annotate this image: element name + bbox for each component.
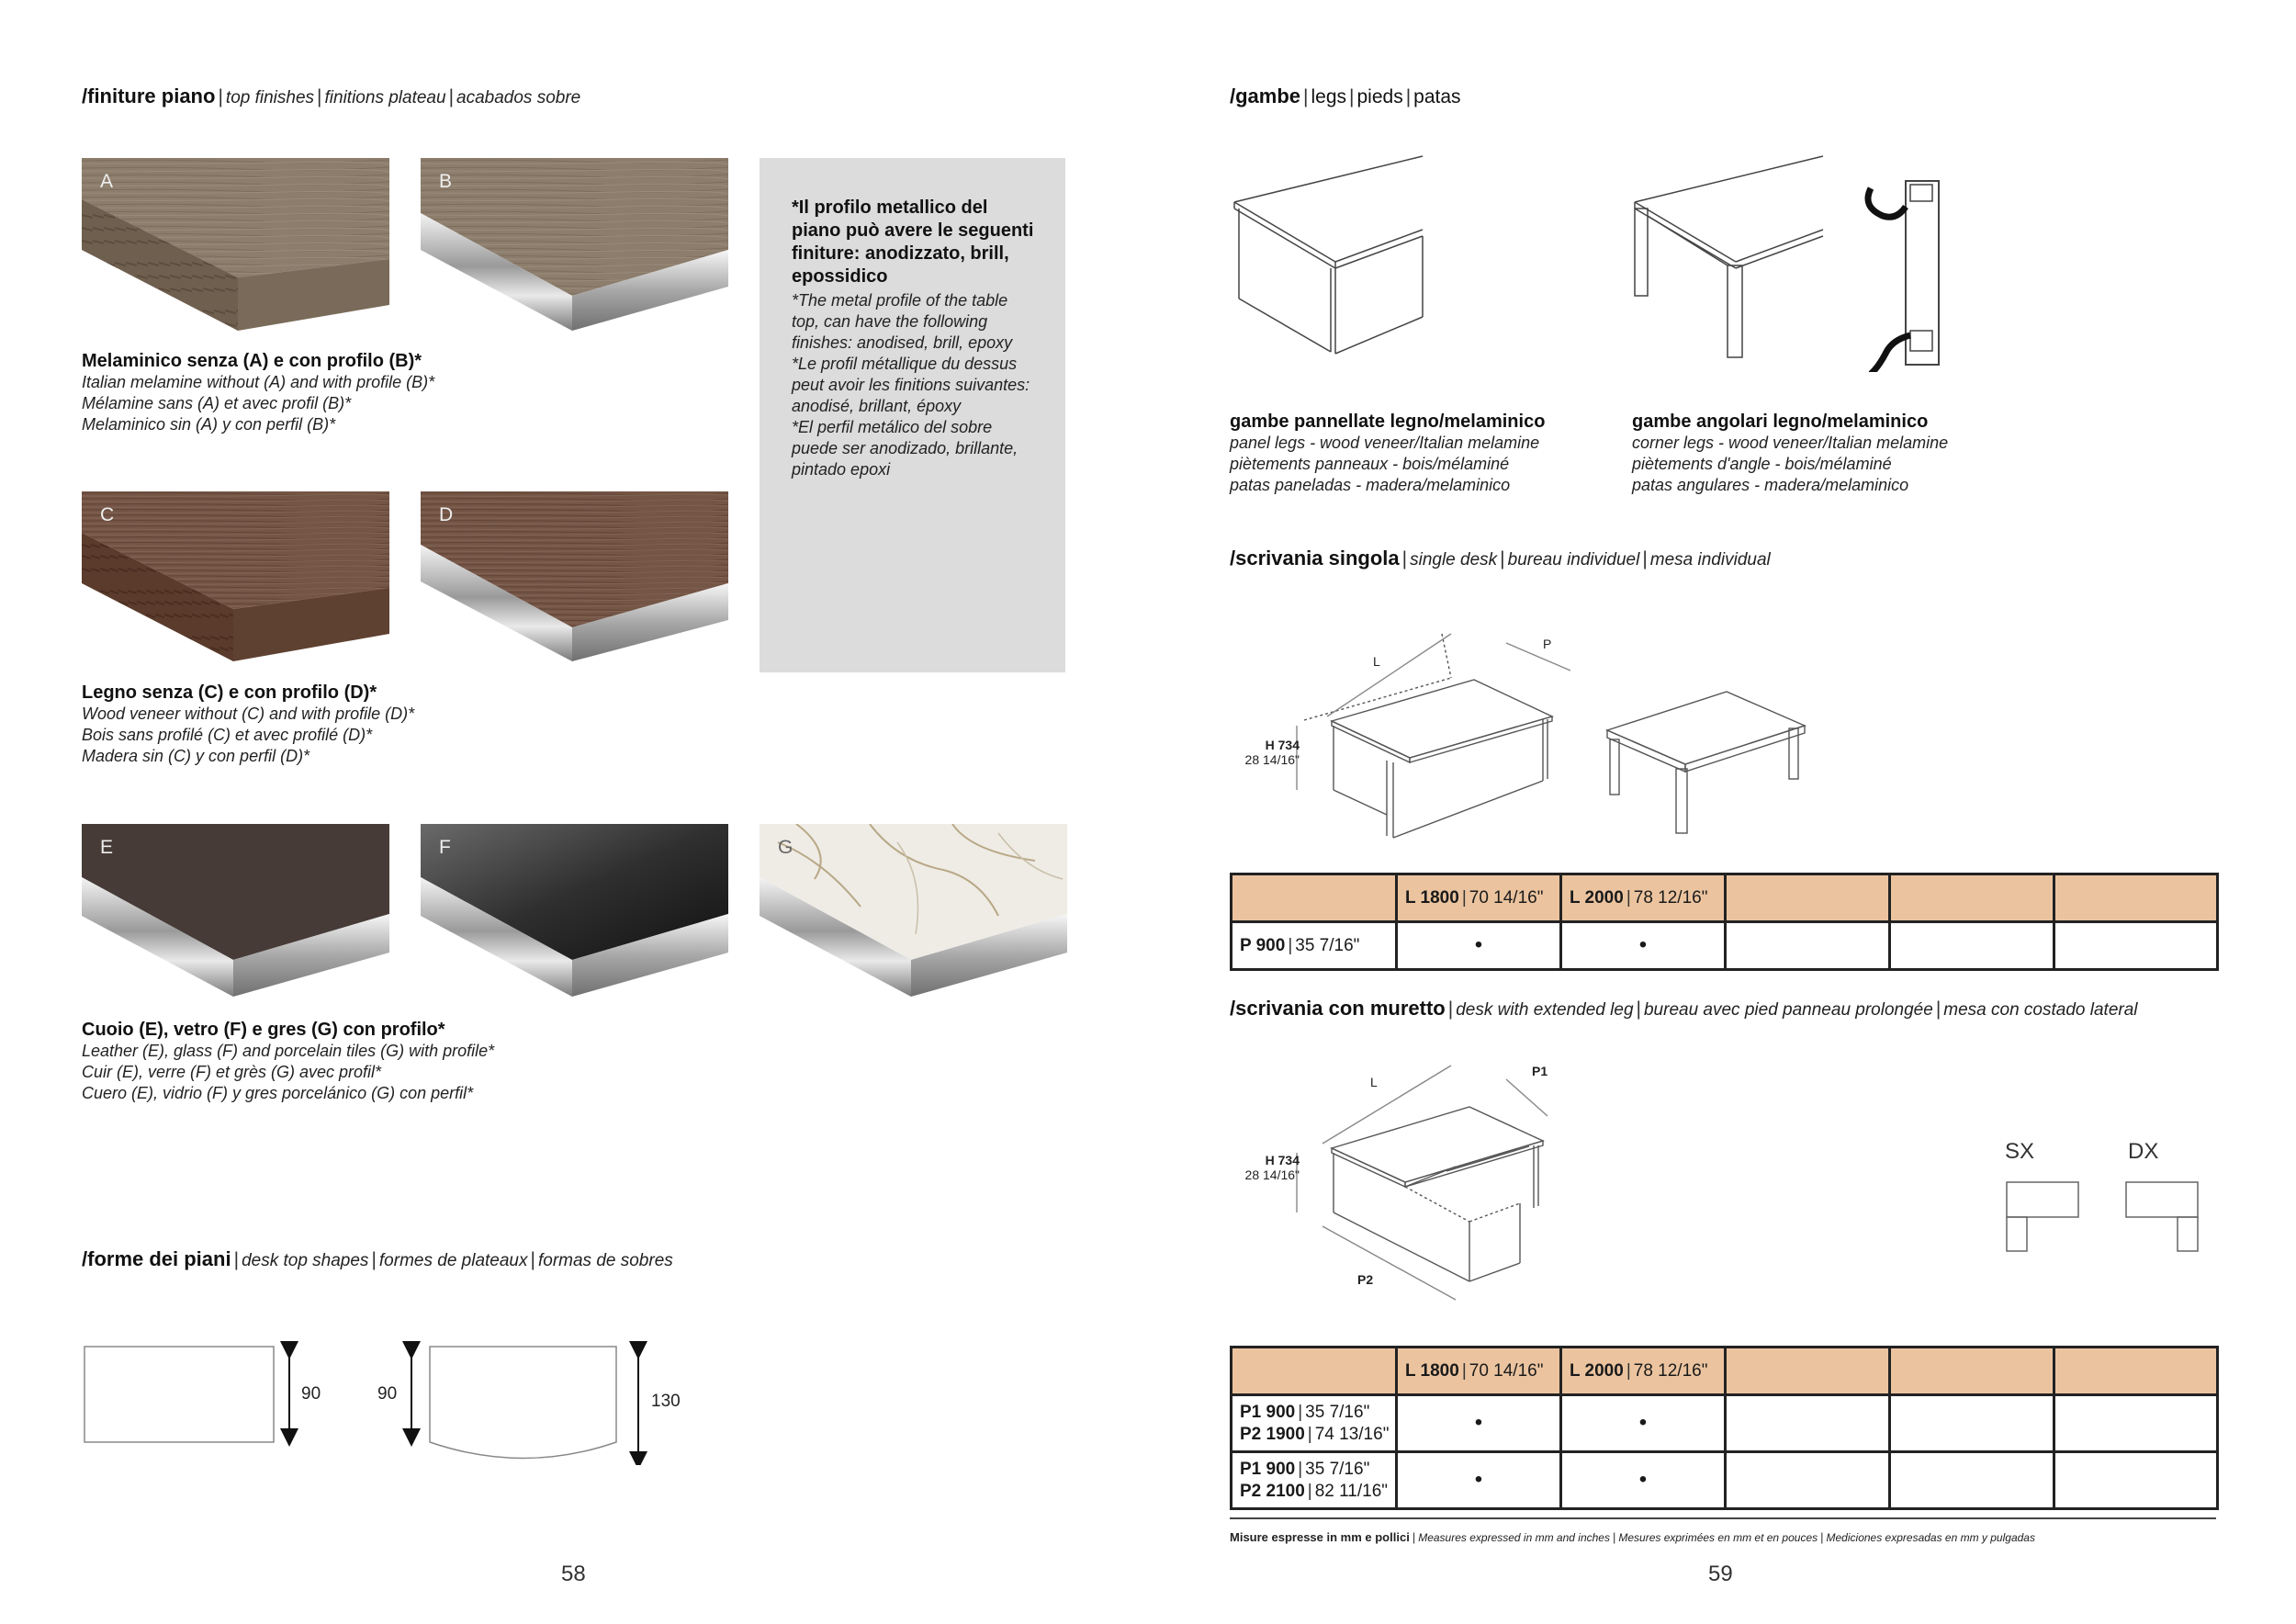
table-cell bbox=[1726, 1395, 1890, 1452]
dx-desk-shape bbox=[2126, 1182, 2198, 1217]
header-empty bbox=[1890, 874, 2054, 922]
row-label-p900: P 900 | 35 7/16" bbox=[1232, 922, 1397, 970]
finishes-fr: finitions plateau bbox=[324, 88, 446, 107]
caption-cd bbox=[82, 682, 670, 767]
caption-cd-es: Madera sin (C) y con perfil (D)* bbox=[82, 747, 310, 765]
availability-dot: • bbox=[1397, 922, 1561, 970]
page-number-right: 59 bbox=[1708, 1562, 1733, 1586]
table-cell bbox=[1890, 1395, 2054, 1452]
row-label: P1 900 | 35 7/16" P2 1900 | 74 13/16" bbox=[1232, 1395, 1397, 1452]
single-table-header bbox=[1232, 874, 2218, 922]
swatch-c bbox=[82, 491, 389, 661]
swatch-a bbox=[82, 158, 389, 331]
single-dim-l: L bbox=[1373, 654, 1380, 669]
availability-dot: • bbox=[1561, 922, 1726, 970]
swatch-letter-b: B bbox=[439, 171, 453, 192]
header-empty bbox=[2054, 1348, 2218, 1395]
caption-cd-title: Legno senza (C) e con profilo (D)* bbox=[82, 682, 377, 703]
single-desk-table bbox=[1230, 873, 2219, 971]
single-desk-heading: /scrivania singola | single desk | bureau individuel | mesa individual bbox=[1230, 547, 1771, 570]
desk-shapes-drawing bbox=[73, 1336, 735, 1465]
panel-legs-en: panel legs - wood veneer/Italian melamine bbox=[1230, 434, 1540, 452]
table-row bbox=[1232, 1395, 2218, 1452]
muretto-dim-l: L bbox=[1370, 1075, 1378, 1089]
caption-corner-legs bbox=[1632, 412, 2018, 496]
header-blank bbox=[1232, 1348, 1397, 1395]
row-label: P1 900 | 35 7/16" P2 2100 | 82 11/16" bbox=[1232, 1452, 1397, 1509]
legs-heading: /gambe | legs | pieds | patas bbox=[1230, 85, 1461, 107]
header-l2000: L 2000 | 78 12/16" bbox=[1561, 1348, 1726, 1395]
availability-dot: • bbox=[1397, 1452, 1561, 1509]
legs-fr: pieds bbox=[1356, 86, 1403, 107]
swatch-letter-c: C bbox=[100, 504, 115, 525]
footnote-divider bbox=[1230, 1517, 2216, 1519]
single-desk-fr: bureau individuel bbox=[1507, 550, 1640, 570]
muretto-desk-table bbox=[1230, 1346, 2219, 1510]
corner-legs-title: gambe angolari legno/melaminico bbox=[1632, 412, 1929, 432]
single-desk-es: mesa individual bbox=[1649, 550, 1771, 570]
swatch-letter-g: G bbox=[778, 837, 793, 858]
table-cell bbox=[1726, 1452, 1890, 1509]
muretto-dim-height bbox=[1240, 1153, 1300, 1182]
caption-panel-legs bbox=[1230, 412, 1615, 496]
swatch-d bbox=[421, 491, 728, 661]
shape-rect-depth: 90 bbox=[301, 1384, 321, 1404]
sx-desk-shape bbox=[2007, 1182, 2078, 1217]
table-cell bbox=[1726, 922, 1890, 970]
caption-ab bbox=[82, 351, 670, 435]
single-dim-h-mm: H 734 bbox=[1265, 738, 1300, 752]
header-empty bbox=[2054, 874, 2218, 922]
sx-dx-diagrams bbox=[2002, 1180, 2209, 1254]
corner-legs-drawing bbox=[1630, 152, 1961, 372]
muretto-table-header bbox=[1232, 1348, 2218, 1395]
muretto-desk-drawing bbox=[1295, 1056, 1598, 1314]
caption-ab-es: Melaminico sin (A) y con perfil (B)* bbox=[82, 415, 336, 434]
caption-efg-es: Cuero (E), vidrio (F) y gres porcelánico (G) con perfil* bbox=[82, 1084, 474, 1102]
header-l2000: L 2000 | 78 12/16" bbox=[1561, 874, 1726, 922]
panel-legs-es: patas paneladas - madera/melaminico bbox=[1230, 476, 1511, 494]
caption-efg-en: Leather (E), glass (F) and porcelain tiles (G) with profile* bbox=[82, 1042, 495, 1060]
single-dim-h-in: 28 14/16" bbox=[1244, 752, 1300, 767]
single-dim-p: P bbox=[1543, 637, 1552, 651]
panel-legs-fr: piètements panneaux - bois/mélaminé bbox=[1230, 455, 1510, 473]
single-dim-height bbox=[1240, 738, 1300, 767]
table-row bbox=[1232, 922, 2218, 970]
swatch-b bbox=[421, 158, 728, 331]
footnote-en: Measures expressed in mm and inches bbox=[1418, 1531, 1610, 1544]
finishes-title: /finiture piano bbox=[82, 85, 216, 107]
header-l1800: L 1800 | 70 14/16" bbox=[1397, 1348, 1561, 1395]
footnote-title: Misure espresse in mm e pollici bbox=[1230, 1530, 1410, 1544]
muretto-dim-h-mm: H 734 bbox=[1265, 1153, 1300, 1167]
profile-note-title: *Il profilo metallico del piano può avere le seguenti finiture: anodizzato, brill, epossidico bbox=[792, 197, 1034, 287]
availability-dot: • bbox=[1561, 1395, 1726, 1452]
header-empty bbox=[1726, 1348, 1890, 1395]
swatch-letter-a: A bbox=[100, 171, 114, 192]
legs-es: patas bbox=[1413, 86, 1461, 107]
legs-title: /gambe bbox=[1230, 85, 1301, 107]
header-empty bbox=[1726, 874, 1890, 922]
single-desk-title: /scrivania singola bbox=[1230, 547, 1400, 570]
panel-legs-drawing bbox=[1230, 152, 1441, 372]
availability-dot: • bbox=[1397, 1395, 1561, 1452]
caption-efg-title: Cuoio (E), vetro (F) e gres (G) con profilo* bbox=[82, 1020, 445, 1040]
swatch-g bbox=[760, 824, 1067, 997]
table-cell bbox=[1890, 922, 2054, 970]
muretto-es: mesa con costado lateral bbox=[1943, 1000, 2138, 1020]
header-l1800: L 1800 | 70 14/16" bbox=[1397, 874, 1561, 922]
muretto-dim-p1: P1 bbox=[1532, 1064, 1548, 1078]
finishes-en: top finishes bbox=[225, 88, 315, 107]
muretto-dim-h-in: 28 14/16" bbox=[1244, 1167, 1300, 1182]
shapes-es: formas de sobres bbox=[537, 1251, 673, 1270]
caption-ab-title: Melaminico senza (A) e con profilo (B)* bbox=[82, 351, 422, 371]
profile-note-box bbox=[760, 158, 1065, 672]
corner-legs-es: patas angulares - madera/melaminico bbox=[1632, 476, 1909, 494]
muretto-fr: bureau avec pied panneau prolongée bbox=[1643, 1000, 1933, 1020]
footnote: Misure espresse in mm e pollici | Measures expressed in mm and inches | Mesures exprimées en mm et en pouces | Mediciones expresadas en mm y pulgadas bbox=[1230, 1530, 2035, 1544]
footnote-fr: Mesures exprimées en mm et en pouces bbox=[1618, 1531, 1818, 1544]
availability-dot: • bbox=[1561, 1452, 1726, 1509]
table-cell bbox=[2054, 922, 2218, 970]
profile-note-en: *The metal profile of the table top, can have the following finishes: anodised, brill, epoxy bbox=[792, 291, 1013, 352]
swatch-f bbox=[421, 824, 728, 997]
muretto-heading: /scrivania con muretto | desk with extended leg | bureau avec pied panneau prolongée | mesa con costado lateral bbox=[1230, 997, 2138, 1020]
finishes-es: acabados sobre bbox=[456, 88, 581, 107]
caption-efg bbox=[82, 1020, 725, 1104]
single-desk-en: single desk bbox=[1410, 550, 1498, 570]
profile-note-es: *El perfil metálico del sobre puede ser anodizado, brillante, pintado epoxi bbox=[792, 418, 1019, 479]
page-number-left: 58 bbox=[561, 1562, 586, 1586]
sx-label: SX bbox=[2005, 1139, 2035, 1164]
swatch-letter-e: E bbox=[100, 837, 114, 858]
caption-cd-fr: Bois sans profilé (C) et avec profilé (D)* bbox=[82, 726, 373, 744]
table-row bbox=[1232, 1452, 2218, 1509]
table-cell bbox=[1890, 1452, 2054, 1509]
corner-legs-fr: piètements d'angle - bois/mélaminé bbox=[1632, 455, 1892, 473]
muretto-title: /scrivania con muretto bbox=[1230, 997, 1446, 1020]
table-cell bbox=[2054, 1395, 2218, 1452]
muretto-dim-p2: P2 bbox=[1357, 1272, 1374, 1287]
caption-efg-fr: Cuir (E), verre (F) et grès (G) avec profil* bbox=[82, 1063, 382, 1081]
footnote-es: Mediciones expresadas en mm y pulgadas bbox=[1826, 1531, 2035, 1544]
legs-en: legs bbox=[1311, 86, 1347, 107]
header-blank bbox=[1232, 874, 1397, 922]
shape-curved-max: 130 bbox=[651, 1392, 681, 1411]
dx-label: DX bbox=[2128, 1139, 2159, 1164]
header-empty bbox=[1890, 1348, 2054, 1395]
shapes-title: /forme dei piani bbox=[82, 1247, 231, 1270]
finishes-heading: /finiture piano | top finishes | finitions plateau | acabados sobre bbox=[82, 85, 581, 107]
table-cell bbox=[2054, 1452, 2218, 1509]
caption-cd-en: Wood veneer without (C) and with profile (D)* bbox=[82, 705, 415, 723]
shapes-heading: /forme dei piani | desk top shapes | formes de plateaux | formas de sobres bbox=[82, 1247, 673, 1270]
shapes-en: desk top shapes bbox=[242, 1251, 369, 1270]
panel-legs-title: gambe pannellate legno/melaminico bbox=[1230, 412, 1546, 432]
caption-ab-en: Italian melamine without (A) and with profile (B)* bbox=[82, 373, 435, 391]
shapes-fr: formes de plateaux bbox=[378, 1251, 528, 1270]
swatch-letter-f: F bbox=[439, 837, 451, 858]
muretto-en: desk with extended leg bbox=[1456, 1000, 1634, 1020]
swatch-e bbox=[82, 824, 389, 997]
caption-ab-fr: Mélamine sans (A) et avec profil (B)* bbox=[82, 394, 352, 412]
corner-legs-en: corner legs - wood veneer/Italian melamine bbox=[1632, 434, 1949, 452]
swatch-letter-d: D bbox=[439, 504, 454, 525]
profile-note-fr: *Le profil métallique du dessus peut avoir les finitions suivantes: anodisé, brillant, époxy bbox=[792, 355, 1030, 415]
shape-curved-min: 90 bbox=[377, 1384, 398, 1404]
